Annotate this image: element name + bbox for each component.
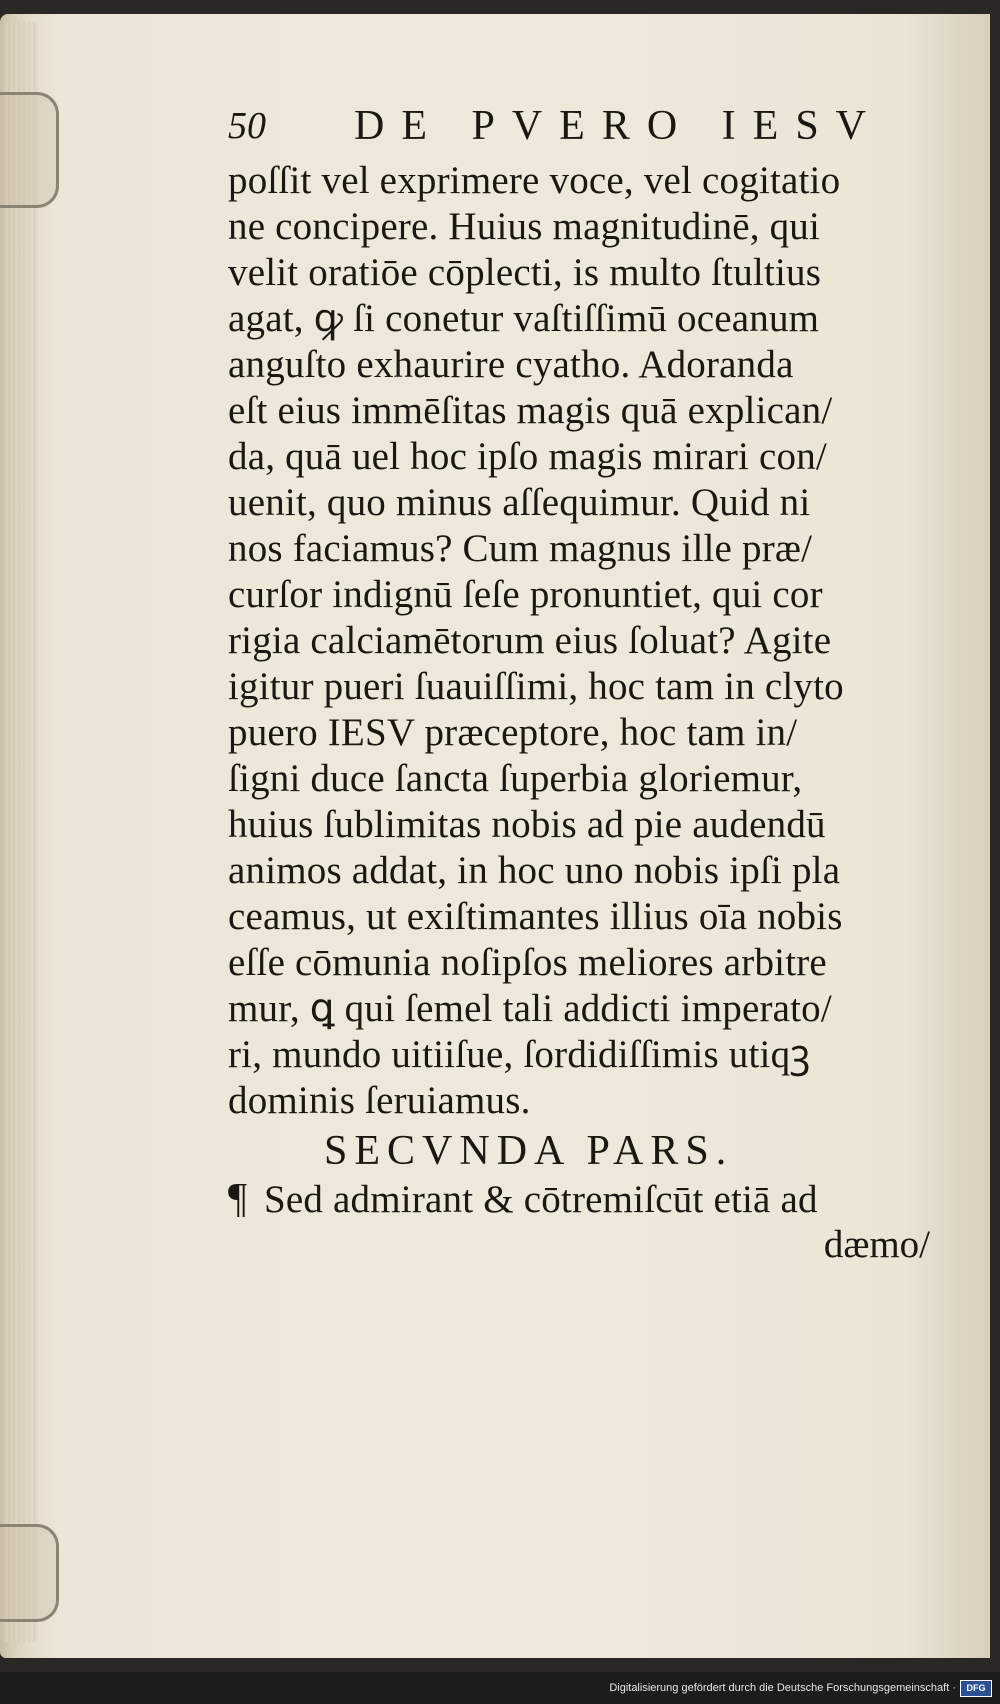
text-block [228,100,950,1268]
page-header [228,100,950,158]
binding-clasp-top [0,92,59,208]
text-line: mur, ꝗ qui ſemel tali addicti imperato/ [228,987,832,1030]
text-line: ceamus, ut exiſtimantes illius oīa nobis [228,895,843,938]
section-heading: SECVNDA PARS. [324,1128,734,1174]
text-line: velit oratiōe cōplecti, is multo ſtultius [228,251,822,294]
text-line: igitur pueri ſuauiſſimi, hoc tam in clyto [228,665,844,708]
text-line: animos addat, in hoc uno nobis ipſi pla [228,849,841,892]
text-line: poſſit vel exprimere voce, vel cogitatio [228,159,841,202]
text-line: da, quā uel hoc ipſo magis mirari con/ [228,435,827,478]
text-line: anguſto exhaurire cyatho. Adoranda [228,343,794,386]
page-edges [4,22,38,1642]
text-line: rigia calciamētorum eius ſoluat? Agite [228,619,832,662]
text-line: agat, ꝙ ſi conetur vaſtiſſimū oceanum [228,297,820,340]
running-title: DE PVERO IESV [354,103,884,149]
text-line: huius ſublimitas nobis ad pie audendū [228,803,826,846]
text-line: curſor indignū ſeſe pronuntiet, qui cor [228,573,823,616]
paragraph-mark-icon: ¶ [228,1176,248,1222]
text-line: puero IESV præceptore, hoc tam in/ [228,711,798,754]
binding-clasp-bottom [0,1524,59,1622]
paragraph-text: Sed admirant & cōtremiſcūt etiā ad [264,1178,818,1221]
text-line: nos faciamus? Cum magnus ille præ/ [228,527,813,570]
text-line: ne concipere. Huius magnitudinē, qui [228,205,821,248]
text-line: eſt eius immēſitas magis quā explican/ [228,389,833,432]
paragraph-line [228,1176,950,1222]
text-line: ri, mundo uitiiſue, ſordidiſſimis utiqꝫ [228,1033,811,1076]
catchword: dæmo/ [823,1223,930,1266]
dfg-logo: DFG [960,1680,992,1697]
folio-number: 50 [228,105,266,147]
text-line: ſigni duce ſancta ſuperbia gloriemur, [228,757,803,800]
text-line: eſſe cōmunia noſipſos meliores arbitre [228,941,827,984]
text-line: dominis ſeruiamus. [228,1079,531,1122]
funding-credit: Digitalisierung gefördert durch die Deutsche Forschungsgemeinschaft · [609,1682,956,1694]
text-line: uenit, quo minus aſſequimur. Quid ni [228,481,811,524]
